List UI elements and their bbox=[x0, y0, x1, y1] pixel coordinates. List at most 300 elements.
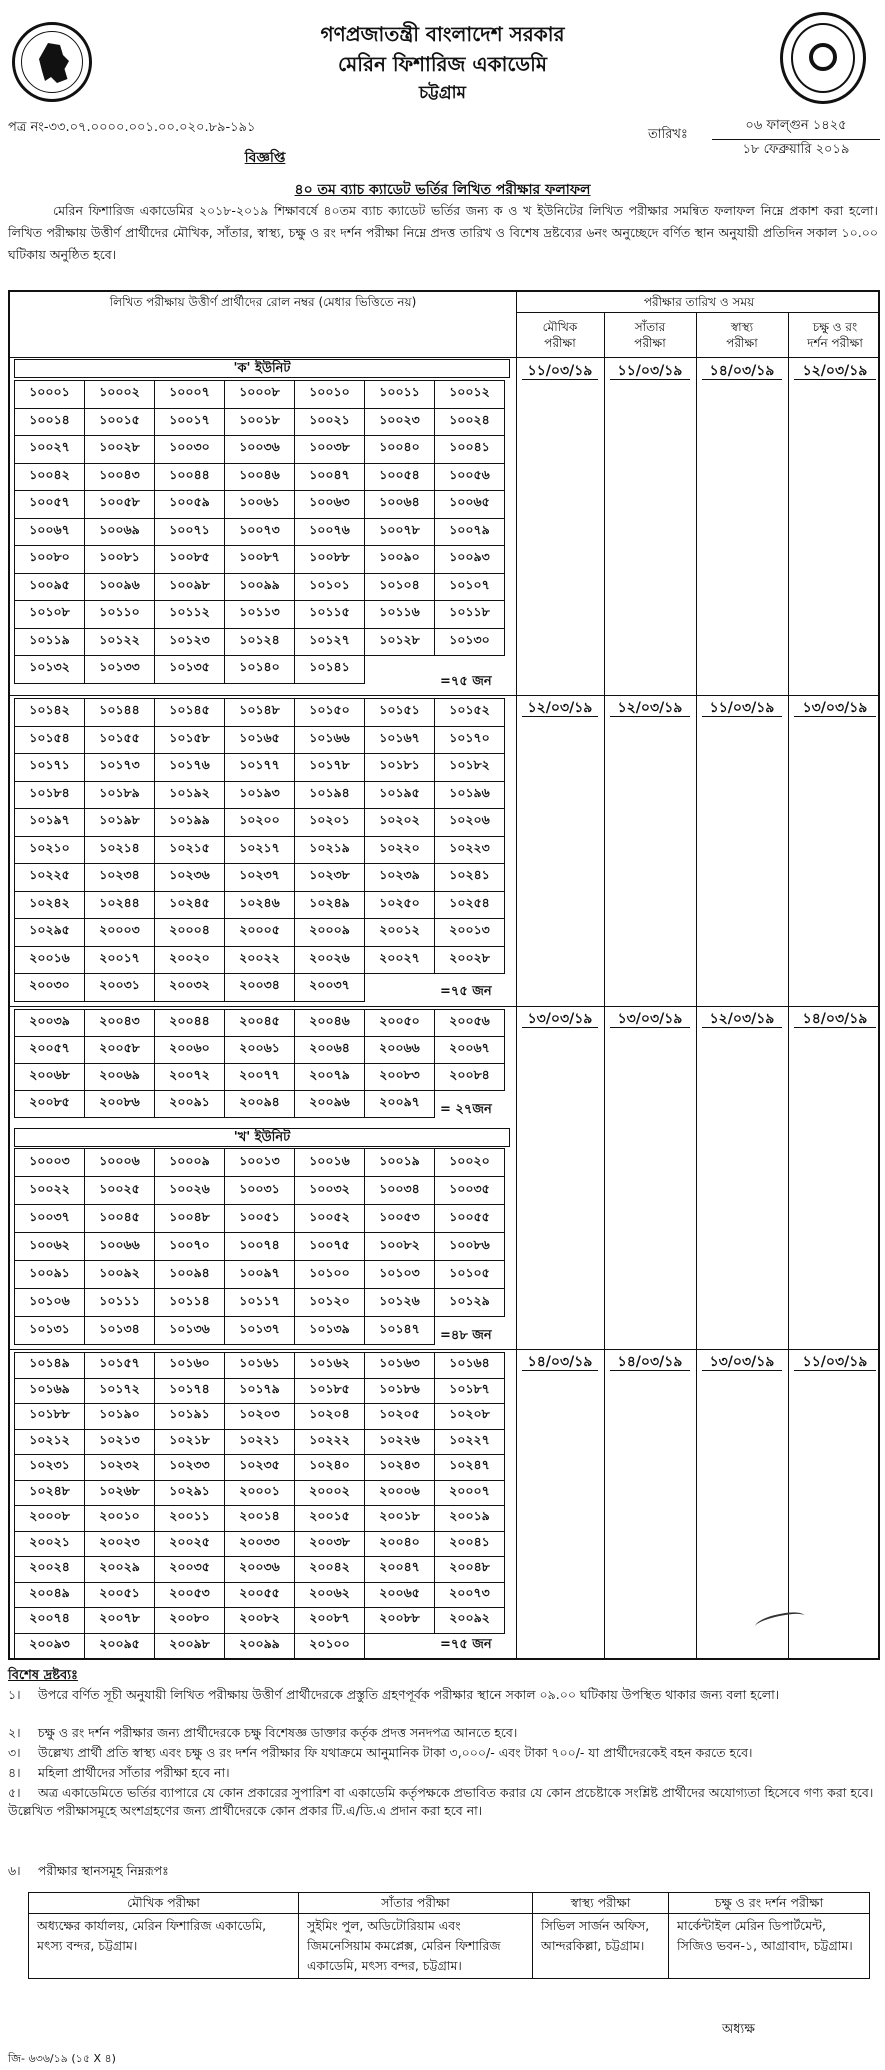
roll-number-cell: ১০২৪৩ bbox=[365, 1455, 435, 1481]
session-date: ১২/০৩/১৯ bbox=[522, 699, 598, 717]
roll-number-cell: ১০২১৮ bbox=[155, 1429, 225, 1455]
roll-number-cell: ১০০৩৪ bbox=[365, 1177, 435, 1205]
notes-title: বিশেষ দ্রষ্টব্যঃ bbox=[8, 1668, 78, 1683]
roll-number-cell: ১০১০৩ bbox=[365, 1261, 435, 1289]
roll-number-cell: ১০০৭৫ bbox=[295, 1233, 365, 1261]
roll-number-cell: ১০১৭২ bbox=[85, 1378, 155, 1404]
roll-number-cell: ১০১১৭ bbox=[225, 1289, 295, 1317]
roll-number-cell: ১০১১৫ bbox=[295, 601, 365, 629]
roll-number-cell: ১০১২০ bbox=[295, 1289, 365, 1317]
roll-number-cell: ২০০৪৫ bbox=[225, 1010, 295, 1037]
roll-number-cell: ১০২০৮ bbox=[435, 1404, 505, 1430]
roll-number-cell: ১০০৬৯ bbox=[85, 518, 155, 546]
roll-number-cell: ১০০৩২ bbox=[295, 1177, 365, 1205]
roll-number-cell: ১০২৯৫ bbox=[15, 919, 85, 947]
roll-number-cell: ১০১১৩ bbox=[225, 601, 295, 629]
table-row bbox=[15, 1233, 505, 1261]
session-date: ১৪/০৩/১৯ bbox=[522, 1353, 598, 1371]
roll-number-cell: ১০১৪৯ bbox=[15, 1353, 85, 1379]
table-row bbox=[15, 1064, 505, 1091]
roll-number-cell: ১০০৭১ bbox=[155, 518, 225, 546]
roll-number-cell: ২০০৯১ bbox=[155, 1091, 225, 1118]
date-english: ১৮ ফেব্রুয়ারি ২০১৯ bbox=[742, 142, 850, 157]
roll-number-cell: ১০২৪৯ bbox=[295, 891, 365, 919]
roll-number-cell: ১০০৯১ bbox=[15, 1261, 85, 1289]
roll-number-cell: ২০০৮৪ bbox=[435, 1064, 505, 1091]
roll-number-cell: ১০২৩৩ bbox=[155, 1455, 225, 1481]
roll-number-cell: ১০১৮৬ bbox=[365, 1378, 435, 1404]
note-3: ৩। উল্লেখ্য প্রার্থী প্রতি স্বাস্থ্য এবং চক্ষু ও রং দর্শন পরীক্ষার ফি যথাক্রমে আনুমানিক টাকা ৩,০০০/- এবং টাকা ৭০০/- যা প্রার্থীদেরকেই বহন করতে হবে। bbox=[8, 1745, 753, 1760]
roll-number-cell: ১০১২৯ bbox=[435, 1289, 505, 1317]
table-row bbox=[15, 919, 505, 947]
venue-eye: মার্কেন্টাইল মেরিন ডিপার্টমেন্ট, সিজিও ভবন-১, আগ্রাবাদ, চট্টগ্রাম। bbox=[669, 1914, 870, 1979]
roll-number-cell: ১০১৩৫ bbox=[155, 656, 225, 684]
venue-head-swimming: সাঁতার পরীক্ষা bbox=[299, 1893, 533, 1914]
roll-number-cell: ১০২২৭ bbox=[435, 1429, 505, 1455]
venue-head-viva: মৌখিক পরীক্ষা bbox=[29, 1893, 299, 1914]
roll-number-cell: ১০২৪৭ bbox=[435, 1455, 505, 1481]
roll-number-cell: ২০০১৫ bbox=[295, 1506, 365, 1532]
roll-number-cell: ১০০১৫ bbox=[85, 408, 155, 436]
roll-number-cell: ২০০০৪ bbox=[155, 919, 225, 947]
roll-number-cell: ১০২৪৬ bbox=[225, 891, 295, 919]
table-row bbox=[15, 1582, 505, 1608]
table-row bbox=[15, 408, 505, 436]
government-name: গণপ্রজাতন্ত্রী বাংলাদেশ সরকার bbox=[320, 22, 565, 46]
roll-number-cell: ১০২০০ bbox=[225, 809, 295, 837]
roll-number-cell: ২০০২৮ bbox=[435, 946, 505, 974]
roll-number-cell: ২০০০৭ bbox=[435, 1480, 505, 1506]
roll-number-cell: ২০০৬৬ bbox=[365, 1037, 435, 1064]
roll-number-cell: ১০১৪১ bbox=[295, 656, 365, 684]
roll-number-cell: ১০০৫২ bbox=[295, 1205, 365, 1233]
table-row bbox=[15, 1557, 505, 1583]
roll-number-cell: ১০০৩১ bbox=[225, 1177, 295, 1205]
table-row bbox=[15, 1455, 505, 1481]
roll-number-cell: ১০২০৫ bbox=[365, 1404, 435, 1430]
roll-number-cell: ১০১৬৭ bbox=[365, 726, 435, 754]
note-6: ৬। পরীক্ষার স্থানসমূহ নিম্নরূপঃ bbox=[8, 1863, 169, 1878]
roll-number-cell: ১০১৭৪ bbox=[155, 1378, 225, 1404]
roll-number-cell: ১০০৪১ bbox=[435, 436, 505, 464]
table-row bbox=[15, 1037, 505, 1064]
roll-number-cell: ১০০৭৯ bbox=[435, 518, 505, 546]
roll-number-cell: ১০০৬৭ bbox=[15, 518, 85, 546]
table-row bbox=[15, 726, 505, 754]
roll-number-cell: ১০১৫০ bbox=[295, 699, 365, 727]
roll-number-cell: ২০০০২ bbox=[295, 1480, 365, 1506]
group-total: =৭৫ জন bbox=[440, 984, 492, 999]
table-row bbox=[15, 656, 505, 684]
roll-number-cell: ১০১৯১ bbox=[155, 1404, 225, 1430]
roll-number-cell: ১০১৫২ bbox=[435, 699, 505, 727]
roll-number-cell: ১০০১২ bbox=[435, 381, 505, 409]
table-row bbox=[15, 381, 505, 409]
roll-number-cell: ১০১৪০ bbox=[225, 656, 295, 684]
roll-number-cell: ২০০৭৩ bbox=[435, 1582, 505, 1608]
roll-numbers-header: লিখিত পরীক্ষায় উত্তীর্ণ প্রার্থীদের রোল নম্বর (মেধার ভিত্তিতে নয়) bbox=[109, 295, 417, 309]
session-date: ১৩/০৩/১৯ bbox=[794, 699, 876, 717]
roll-number-cell: ১০০৯৫ bbox=[15, 573, 85, 601]
table-row bbox=[15, 601, 505, 629]
health-col-header: স্বাস্থ্য পরীক্ষা bbox=[726, 319, 758, 350]
group-total: =৭৫ জন bbox=[440, 674, 492, 689]
roll-number-cell: ১০২১৭ bbox=[225, 836, 295, 864]
roll-number-cell: ১০০৫৫ bbox=[435, 1205, 505, 1233]
roll-number-cell: ২০০৯৭ bbox=[365, 1091, 435, 1118]
roll-number-cell: ১০১১৯ bbox=[15, 628, 85, 656]
roll-number-cell: ১০১৫৪ bbox=[15, 726, 85, 754]
table-row bbox=[15, 1177, 505, 1205]
table-row bbox=[15, 1531, 505, 1557]
roll-number-cell: ১০০৩৮ bbox=[295, 436, 365, 464]
roll-number-cell: ১০১৪২ bbox=[15, 699, 85, 727]
roll-number-cell: ১০১৯৩ bbox=[225, 781, 295, 809]
roll-number-cell: ১০১০৫ bbox=[435, 1261, 505, 1289]
session-date: ১৪/০৩/১৯ bbox=[702, 362, 782, 380]
roll-number-cell: ১০১৬১ bbox=[225, 1353, 295, 1379]
roll-number-cell: ১০১৭৯ bbox=[225, 1378, 295, 1404]
roll-number-cell: ২০০৪১ bbox=[435, 1531, 505, 1557]
group-total: =৪৮ জন bbox=[440, 1328, 492, 1343]
table-row bbox=[15, 491, 505, 519]
roll-number-cell: ২০০৪৯ bbox=[15, 1582, 85, 1608]
venue-head-health: স্বাস্থ্য পরীক্ষা bbox=[533, 1893, 669, 1914]
roll-number-cell: ১০০৭৪ bbox=[225, 1233, 295, 1261]
note-2: ২। চক্ষু ও রং দর্শন পরীক্ষার জন্য প্রার্থীদেরকে চক্ষু বিশেষজ্ঞ ডাক্তার কর্তৃক প্রদত্ত সনদপত্র আনতে হবে। bbox=[8, 1725, 518, 1740]
roll-number-cell: ২০০২৫ bbox=[155, 1531, 225, 1557]
roll-grid-ka-3 bbox=[14, 1009, 505, 1118]
table-row bbox=[15, 573, 505, 601]
roll-number-cell: ২০০৩৭ bbox=[295, 974, 365, 1002]
session-date: ১২/০৩/১৯ bbox=[702, 1010, 782, 1028]
roll-number-cell: ১০০৩০ bbox=[155, 436, 225, 464]
roll-number-cell: ১০০৮২ bbox=[365, 1233, 435, 1261]
roll-number-cell: ১০০৫৪ bbox=[365, 463, 435, 491]
roll-number-cell: ২০০২৭ bbox=[365, 946, 435, 974]
roll-number-cell: ২০০৩০ bbox=[15, 974, 85, 1002]
roll-number-cell: ১০১৬২ bbox=[295, 1353, 365, 1379]
roll-number-cell: ২০০৮৬ bbox=[85, 1091, 155, 1118]
results-table bbox=[8, 290, 880, 1660]
roll-number-cell: ১০০৩৭ bbox=[15, 1205, 85, 1233]
roll-number-cell: ১০০০৬ bbox=[85, 1149, 155, 1177]
roll-number-cell: ১০১১৪ bbox=[155, 1289, 225, 1317]
roll-number-cell: ১০০৫৩ bbox=[365, 1205, 435, 1233]
roll-number-cell: ১০০১৮ bbox=[225, 408, 295, 436]
eye-test-col-header: চক্ষু ও রং দর্শন পরীক্ষা bbox=[807, 319, 863, 350]
signature-scribble bbox=[754, 1609, 806, 1633]
roll-grid-ka-1 bbox=[14, 380, 505, 684]
table-row bbox=[15, 1429, 505, 1455]
note-1: ১। উপরে বর্ণিত সূচী অনুযায়ী লিখিত পরীক্ষায় উত্তীর্ণ প্রার্থীদেরকে প্রস্তুতি গ্রহণপূর্বক পরীক্ষার স্থানে সকাল ০৯.০০ ঘটিকায় উপস্থিত থাকার জন্য বলা হলো। bbox=[8, 1687, 780, 1702]
roll-number-cell: ২০০৭৯ bbox=[295, 1064, 365, 1091]
roll-number-cell: ১০১৮৪ bbox=[15, 781, 85, 809]
roll-number-cell: ১০১৭৭ bbox=[225, 754, 295, 782]
venue-viva: অধ্যক্ষের কার্যালয়, মেরিন ফিশারিজ একাডেমি, মৎস্য বন্দর, চট্টগ্রাম। bbox=[29, 1914, 299, 1979]
session-date: ১১/০৩/১৯ bbox=[610, 362, 690, 380]
roll-number-cell: ২০০৪৪ bbox=[155, 1010, 225, 1037]
roll-number-cell: ১০২২৩ bbox=[435, 836, 505, 864]
roll-number-cell: ১০২৫৪ bbox=[435, 891, 505, 919]
roll-number-cell: ১০১৮৭ bbox=[435, 1378, 505, 1404]
exam-schedule-header: পরীক্ষার তারিখ ও সময় bbox=[643, 295, 755, 309]
session-date: ১৩/০৩/১৯ bbox=[522, 1010, 598, 1028]
roll-number-cell: ২০০৯২ bbox=[435, 1608, 505, 1634]
roll-number-cell: ১০০২৫ bbox=[85, 1177, 155, 1205]
roll-number-cell: ২০০৩৫ bbox=[155, 1557, 225, 1583]
roll-number-cell: ২০০৯৬ bbox=[295, 1091, 365, 1118]
unit-ka-title: 'ক' ইউনিট bbox=[14, 359, 510, 378]
venue-head-eye: চক্ষু ও রং দর্শন পরীক্ষা bbox=[669, 1893, 870, 1914]
table-row bbox=[15, 1289, 505, 1317]
roll-number-cell: ১০১৬৯ bbox=[15, 1378, 85, 1404]
table-row bbox=[15, 946, 505, 974]
roll-number-cell: ১০১৭৩ bbox=[85, 754, 155, 782]
table-row bbox=[15, 1205, 505, 1233]
roll-number-cell: ২০০১৮ bbox=[365, 1506, 435, 1532]
roll-number-cell: ১০১৫৫ bbox=[85, 726, 155, 754]
session-date: ১৪/০৩/১৯ bbox=[794, 1010, 876, 1028]
roll-number-cell: ১০০৭৬ bbox=[295, 518, 365, 546]
roll-number-cell: ১০২২৫ bbox=[15, 864, 85, 892]
roll-number-cell: ১০১৭৮ bbox=[295, 754, 365, 782]
roll-number-cell: ১০২৪৫ bbox=[155, 891, 225, 919]
table-row bbox=[15, 809, 505, 837]
roll-number-cell: ১০১৯৮ bbox=[85, 809, 155, 837]
roll-number-cell: ২০০৬৭ bbox=[435, 1037, 505, 1064]
roll-number-cell: ২০০৯৯ bbox=[225, 1633, 295, 1659]
roll-number-cell: ১০০৪৫ bbox=[85, 1205, 155, 1233]
roll-number-cell: ১০১২৮ bbox=[365, 628, 435, 656]
roll-number-cell: ১০০৫৬ bbox=[435, 463, 505, 491]
roll-number-cell: ১০১৬৫ bbox=[225, 726, 295, 754]
table-row bbox=[15, 1480, 505, 1506]
roll-number-cell: ১০০০৯ bbox=[155, 1149, 225, 1177]
roll-number-cell: ২০০২৬ bbox=[295, 946, 365, 974]
roll-number-cell: ১০২৩৯ bbox=[365, 864, 435, 892]
roll-number-cell: ১০০০২ bbox=[85, 381, 155, 409]
roll-number-cell: ১০১০৪ bbox=[365, 573, 435, 601]
organization-name: মেরিন ফিশারিজ একাডেমি bbox=[338, 52, 547, 76]
roll-number-cell: ১০১৪৭ bbox=[365, 1317, 435, 1345]
table-row bbox=[15, 836, 505, 864]
roll-number-cell: ১০০৯৬ bbox=[85, 573, 155, 601]
roll-number-cell: ১০২১৪ bbox=[85, 836, 155, 864]
roll-number-cell: ১০০৭৩ bbox=[225, 518, 295, 546]
table-row bbox=[15, 891, 505, 919]
roll-number-cell: ১০১৩২ bbox=[15, 656, 85, 684]
roll-number-cell: ২০০০৫ bbox=[225, 919, 295, 947]
roll-number-cell: ২০০৫৬ bbox=[435, 1010, 505, 1037]
roll-number-cell: ২০০৭৮ bbox=[85, 1608, 155, 1634]
roll-number-cell: ১০১৫৮ bbox=[155, 726, 225, 754]
roll-number-cell: ১০২৩৭ bbox=[225, 864, 295, 892]
roll-number-cell: ১০০৪৪ bbox=[155, 463, 225, 491]
roll-number-cell: ১০০৯৪ bbox=[155, 1261, 225, 1289]
venue-health: সিভিল সার্জন অফিস, আন্দরকিল্লা, চট্টগ্রাম। bbox=[533, 1914, 669, 1979]
session-date: ১১/০৩/১৯ bbox=[522, 362, 598, 380]
table-row bbox=[15, 1506, 505, 1532]
roll-number-cell: ১০০৪৩ bbox=[85, 463, 155, 491]
roll-number-cell: ১০১০৭ bbox=[435, 573, 505, 601]
roll-number-cell: ২০০৮৭ bbox=[295, 1608, 365, 1634]
roll-number-cell: ১০২১২ bbox=[15, 1429, 85, 1455]
roll-number-cell: ১০০৪২ bbox=[15, 463, 85, 491]
roll-number-cell: ১০১৩১ bbox=[15, 1317, 85, 1345]
roll-number-cell: ২০০৮৮ bbox=[365, 1608, 435, 1634]
roll-number-cell: ১০২৩৫ bbox=[225, 1455, 295, 1481]
roll-number-cell: ১০১৬০ bbox=[155, 1353, 225, 1379]
roll-number-cell: ১০১০৬ bbox=[15, 1289, 85, 1317]
roll-number-cell: ১০০১৩ bbox=[225, 1149, 295, 1177]
roll-number-cell: ২০০৮৫ bbox=[15, 1091, 85, 1118]
roll-number-cell: ১০০৯৭ bbox=[225, 1261, 295, 1289]
roll-number-cell: ১০০১৯ bbox=[365, 1149, 435, 1177]
roll-number-cell: ১০২২১ bbox=[225, 1429, 295, 1455]
roll-number-cell: ২০০২১ bbox=[15, 1531, 85, 1557]
roll-number-cell: ১০০৮৮ bbox=[295, 546, 365, 574]
roll-number-cell: ১০১৮১ bbox=[365, 754, 435, 782]
roll-number-cell: ১০২০১ bbox=[295, 809, 365, 837]
venue-table bbox=[28, 1892, 870, 1979]
roll-number-cell: ২০০২০ bbox=[155, 946, 225, 974]
roll-number-cell: ২০০৯৩ bbox=[15, 1633, 85, 1659]
roll-number-cell: ১০০৬২ bbox=[15, 1233, 85, 1261]
roll-number-cell: ২০০৪৮ bbox=[435, 1557, 505, 1583]
table-row bbox=[15, 628, 505, 656]
roll-number-cell: ১০১৯৫ bbox=[365, 781, 435, 809]
roll-number-cell: ১০০৪৮ bbox=[155, 1205, 225, 1233]
roll-number-cell: ১০১২২ bbox=[85, 628, 155, 656]
roll-number-cell: ১০০১৬ bbox=[295, 1149, 365, 1177]
roll-number-cell: ১০১২৬ bbox=[365, 1289, 435, 1317]
roll-number-cell: ১০২৩২ bbox=[85, 1455, 155, 1481]
roll-number-cell: ১০০৮৬ bbox=[435, 1233, 505, 1261]
roll-number-cell: ১০০১৭ bbox=[155, 408, 225, 436]
table-row bbox=[15, 1010, 505, 1037]
roll-number-cell: ২০০১৪ bbox=[225, 1506, 295, 1532]
roll-number-cell: ২০০৮০ bbox=[155, 1608, 225, 1634]
roll-number-cell: ২০০৪০ bbox=[365, 1531, 435, 1557]
roll-number-cell: ১০০৬৩ bbox=[295, 491, 365, 519]
roll-number-cell: ২০০৩৪ bbox=[225, 974, 295, 1002]
table-row bbox=[15, 864, 505, 892]
roll-number-cell: ১০১৯৭ bbox=[15, 809, 85, 837]
roll-number-cell: ১০১৫৭ bbox=[85, 1353, 155, 1379]
table-row bbox=[15, 546, 505, 574]
roll-number-cell: ২০০১৯ bbox=[435, 1506, 505, 1532]
roll-number-cell: ১০২২০ bbox=[365, 836, 435, 864]
roll-number-cell: ১০১১১ bbox=[85, 1289, 155, 1317]
table-row bbox=[15, 1378, 505, 1404]
group-total: =৭৫ জন bbox=[440, 1637, 492, 1652]
roll-number-cell: ১০০৯০ bbox=[365, 546, 435, 574]
roll-number-cell: ১০২৩৮ bbox=[295, 864, 365, 892]
roll-number-cell: ১০০৯৯ bbox=[225, 573, 295, 601]
roll-number-cell: ১০০৫৯ bbox=[155, 491, 225, 519]
roll-number-cell: ২০০৯৮ bbox=[155, 1633, 225, 1659]
session-date: ১৩/০৩/১৯ bbox=[610, 1010, 690, 1028]
roll-number-cell: ১০১৯৪ bbox=[295, 781, 365, 809]
roll-number-cell: ২০০৩৬ bbox=[225, 1557, 295, 1583]
roll-number-cell: ২০০১২ bbox=[365, 919, 435, 947]
roll-number-cell: ১০০৬৪ bbox=[365, 491, 435, 519]
roll-number-cell: ১০০২৪ bbox=[435, 408, 505, 436]
roll-number-cell: ২০০১৭ bbox=[85, 946, 155, 974]
table-row bbox=[15, 1608, 505, 1634]
roll-number-cell: ২০০৬১ bbox=[225, 1037, 295, 1064]
roll-number-cell: ২০১০০ bbox=[295, 1633, 365, 1659]
roll-number-cell: ১০০৯৩ bbox=[435, 546, 505, 574]
note-5: ৫। অত্র একাডেমিতে ভর্তির ব্যাপারে যে কোন প্রকারের সুপারিশ বা একাডেমি কর্তৃপক্ষকে প্রভাবিত করার যে কোন প্রচেষ্টাকে সংশ্লিষ্ট প্রার্থীদের অযোগ্যতা হিসেবে গণ্য করা হবে। উল্লেখিত পরীক্ষাসমূহে অংশগ্রহণের জন্য প্রার্থীদেরকে কোন প্রকার টি.এ/ডি.এ প্রদান করা হবে না। bbox=[8, 1785, 874, 1818]
roll-number-cell: ১০২০৬ bbox=[435, 809, 505, 837]
roll-number-cell: ১০১৩৩ bbox=[85, 656, 155, 684]
roll-number-cell: ২০০১০ bbox=[85, 1506, 155, 1532]
table-row bbox=[15, 1261, 505, 1289]
roll-number-cell: ১০১০০ bbox=[295, 1261, 365, 1289]
roll-number-cell: ১০১৩৭ bbox=[225, 1317, 295, 1345]
roll-number-cell: ২০০৫৩ bbox=[155, 1582, 225, 1608]
roll-number-cell: ২০০৫৭ bbox=[15, 1037, 85, 1064]
roll-number-cell: ২০০০৬ bbox=[365, 1480, 435, 1506]
table-row bbox=[15, 1404, 505, 1430]
roll-number-cell: ২০০৪২ bbox=[295, 1557, 365, 1583]
roll-number-cell: ১০১১০ bbox=[85, 601, 155, 629]
roll-number-cell: ১০০৭০ bbox=[155, 1233, 225, 1261]
session-date: ১১/০৩/১৯ bbox=[794, 1353, 876, 1371]
roll-number-cell: ২০০৬৫ bbox=[365, 1582, 435, 1608]
roll-number-cell: ২০০৪৬ bbox=[295, 1010, 365, 1037]
session-date: ১৪/০৩/১৯ bbox=[610, 1353, 690, 1371]
roll-number-cell: ২০০২৪ bbox=[15, 1557, 85, 1583]
roll-number-cell: ২০০৭৪ bbox=[15, 1608, 85, 1634]
roll-number-cell: ১০২৬৮ bbox=[85, 1480, 155, 1506]
roll-number-cell: ২০০২২ bbox=[225, 946, 295, 974]
roll-number-cell: ১০০২৮ bbox=[85, 436, 155, 464]
roll-number-cell: ২০০৭২ bbox=[155, 1064, 225, 1091]
roll-number-cell: ২০০৪৭ bbox=[365, 1557, 435, 1583]
roll-number-cell: ১০০৫১ bbox=[225, 1205, 295, 1233]
roll-grid-ka-2 bbox=[14, 698, 505, 1002]
roll-number-cell: ১০০৪৬ bbox=[225, 463, 295, 491]
roll-number-cell: ১০১০৮ bbox=[15, 601, 85, 629]
roll-number-cell: ১০২০৪ bbox=[295, 1404, 365, 1430]
table-row bbox=[15, 436, 505, 464]
session-date: ১১/০৩/১৯ bbox=[702, 699, 782, 717]
roll-number-cell: ১০০৮০ bbox=[15, 546, 85, 574]
roll-number-cell: ১০০২২ bbox=[15, 1177, 85, 1205]
roll-number-cell: ১০০৫৭ bbox=[15, 491, 85, 519]
roll-number-cell: ২০০৮৩ bbox=[365, 1064, 435, 1091]
session-date: ১২/০৩/১৯ bbox=[610, 699, 690, 717]
intro-paragraph: মেরিন ফিশারিজ একাডেমির ২০১৮-২০১৯ শিক্ষাবর্ষে ৪০তম ব্যাচ ক্যাডেট ভর্তির জন্য ক ও খ ইউনিটের লিখিত পরীক্ষার সমন্বিত ফলাফল নিম্নে প্রকাশ করা হলো। লিখিত পরীক্ষায় উত্তীর্ণ প্রার্থীদের মৌখিক, সাঁতার, স্বাস্থ্য, চক্ষু ও রং দর্শন পরীক্ষা নিম্নে প্রদত্ত তারিখ ও বিশেষ দ্রষ্টব্যের ৬নং অনুচ্ছেদে বর্ণিত স্থান অনুযায়ী প্রতিদিন সকাল ১০.০০ ঘটিকায় অনুষ্ঠিত হবে। bbox=[8, 203, 878, 262]
roll-number-cell: ১০১৭৬ bbox=[155, 754, 225, 782]
roll-number-cell: ২০০০১ bbox=[225, 1480, 295, 1506]
roll-number-cell: ২০০৬৮ bbox=[15, 1064, 85, 1091]
roll-number-cell: ১০১৭০ bbox=[435, 726, 505, 754]
roll-number-cell: ১০১৩০ bbox=[435, 628, 505, 656]
venue-swimming: সুইমিং পুল, অডিটোরিয়াম এবং জিমনেসিয়াম কমপ্লেক্স, মেরিন ফিশারিজ একাডেমি, মৎস্য বন্দর, চট্টগ্রাম। bbox=[299, 1914, 533, 1979]
roll-number-cell: ১০০০৩ bbox=[15, 1149, 85, 1177]
roll-number-cell: ১০০৭৮ bbox=[365, 518, 435, 546]
roll-number-cell: ২০০০৮ bbox=[15, 1506, 85, 1532]
roll-number-cell: ১০০১১ bbox=[365, 381, 435, 409]
roll-number-cell: ১০২৩৬ bbox=[155, 864, 225, 892]
roll-number-cell: ২০০১১ bbox=[155, 1506, 225, 1532]
roll-number-cell: ১০০৮৭ bbox=[225, 546, 295, 574]
roll-number-cell: ১০০২৩ bbox=[365, 408, 435, 436]
